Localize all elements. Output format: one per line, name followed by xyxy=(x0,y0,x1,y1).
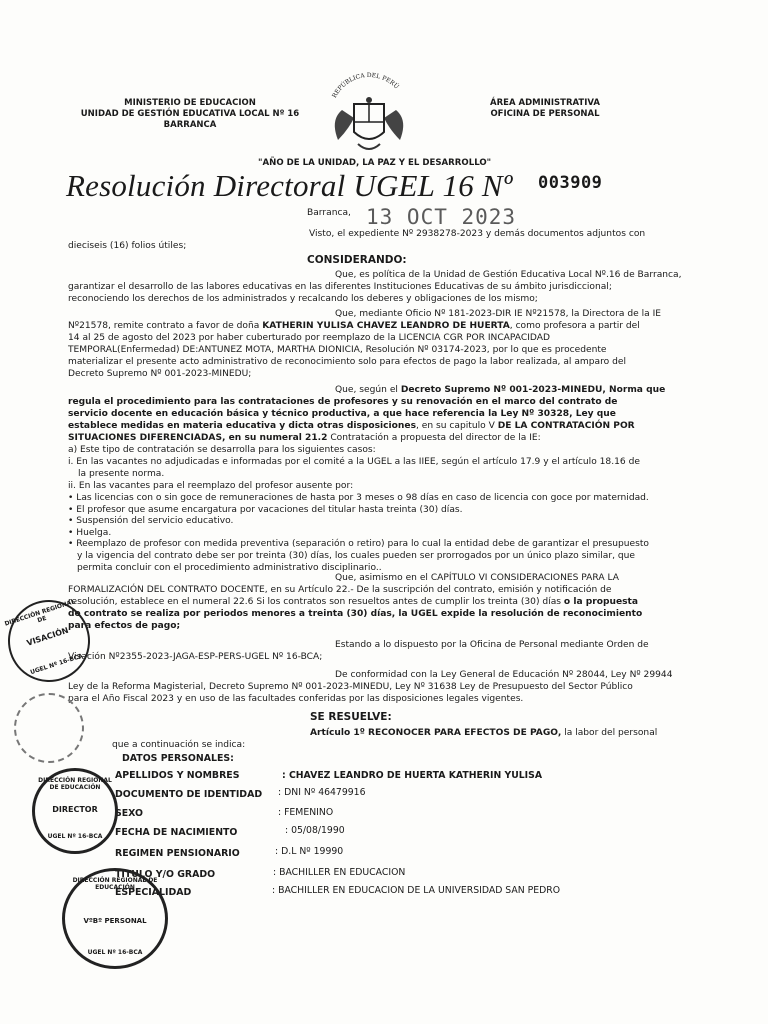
para4-line: de contrato se realiza por periodos menores a treinta (30) días, la UGEL expide la resolución de reconocimiento xyxy=(68,609,643,619)
document-title: Resolución Directoral UGEL 16 Nº xyxy=(66,168,513,203)
para4-line: para efectos de pago; xyxy=(68,621,181,631)
para2-line: TEMPORAL(Enfermedad) DE:ANTUNEZ MOTA, MARTHA DIONICIA, Resolución Nº 03174-2023, por lo que es procedente xyxy=(68,345,607,355)
date-stamp: 13 OCT 2023 xyxy=(366,205,517,229)
field-value: : 05/08/1990 xyxy=(285,825,345,836)
decree-reference: Decreto Supremo Nº 001-2023-MINEDU, Norma que xyxy=(400,385,666,395)
personal-seal xyxy=(62,868,168,969)
article-1 xyxy=(310,728,690,740)
director-seal xyxy=(32,768,118,854)
para2-line: materializar el presente acto administrativo de reconocimiento solo para efectos de pago la labor realizada, al amparo del xyxy=(68,357,626,367)
teacher-name: KATHERIN YULISA CHAVEZ LEANDRO DE HUERTA xyxy=(262,321,510,331)
bullet-list xyxy=(68,493,693,574)
para3-line xyxy=(335,385,687,397)
article-1-cont: que a continuación se indica: xyxy=(112,740,246,750)
para1-line: Que, es política de la Unidad de Gestión Educativa Local Nº.16 de Barranca, xyxy=(335,270,682,280)
field-label: DOCUMENTO DE IDENTIDAD xyxy=(115,789,263,800)
para2-line xyxy=(68,321,687,333)
visto-line-1: Visto, el expediente Nº 2938278-2023 y demás documentos adjuntos con xyxy=(309,229,646,239)
field-value: : FEMENINO xyxy=(278,807,334,818)
resolution-number: 003909 xyxy=(538,173,603,193)
para2-text: , como profesora a partir del xyxy=(509,321,640,331)
para3-line: servicio docente en educación básica y técnico productiva, a que hace referencia la Ley Nº 30328, Ley que xyxy=(68,409,616,419)
para3-line xyxy=(68,433,687,445)
para3-text: Contratación a propuesta del director de la IE: xyxy=(327,433,541,443)
article-1-text: la labor del personal xyxy=(561,728,658,738)
article-1-title: Artículo 1º RECONOCER PARA EFECTOS DE PAGO, xyxy=(310,728,562,738)
para2-line: Que, mediante Oficio Nº 181-2023-DIR IE Nº21578, la Directora de la IE xyxy=(335,309,662,319)
field-value: : BACHILLER EN EDUCACION DE LA UNIVERSIDAD SAN PEDRO xyxy=(272,885,561,896)
coat-of-arms-icon xyxy=(318,70,420,162)
para4-line xyxy=(68,597,687,609)
faded-seal xyxy=(14,693,84,763)
list-item: • Suspensión del servicio educativo. xyxy=(68,516,234,527)
header-left-line: UNIDAD DE GESTIÓN EDUCATIVA LOCAL Nº 16 xyxy=(80,109,300,119)
list-item: • Reemplazo de profesor con medida preventiva (separación o retiro) para lo cual la entidad debe de garantizar el presupuesto xyxy=(68,539,649,550)
seal-text: UGEL Nº 16-BCA xyxy=(29,652,84,677)
para4-text: o la propuesta xyxy=(563,597,639,607)
svg-text:REPÚBLICA DEL PERÚ: REPÚBLICA DEL PERÚ xyxy=(331,71,401,100)
visto-line-2: dieciseis (16) folios útiles; xyxy=(68,241,187,251)
field-value-name: : CHAVEZ LEANDRO DE HUERTA KATHERIN YULISA xyxy=(282,770,543,781)
se-resuelve-heading: SE RESUELVE: xyxy=(310,711,392,723)
field-label: FECHA DE NACIMIENTO xyxy=(115,827,238,838)
list-item: • El profesor que asume encargatura por vacaciones del titular hasta treinta (30) días. xyxy=(68,504,463,515)
list-item: • Las licencias con o sin goce de remuneraciones de hasta por 3 meses o 98 días en caso de licencia con goce por maternidad. xyxy=(68,493,649,503)
para3-line: i. En las vacantes no adjudicadas e informadas por el comité a la UGEL a las IIEE, según el artículo 17.9 y el artículo 18.16 de xyxy=(68,457,640,467)
para5-line: Visación Nº2355-2023-JAGA-ESP-PERS-UGEL Nº 16-BCA; xyxy=(68,652,323,662)
seal-text: VISACIÓN xyxy=(25,625,70,648)
para3-text: establece medidas en materia educativa y dicta otras disposiciones xyxy=(68,421,416,431)
field-label: ESPECIALIDAD xyxy=(115,887,192,898)
para3-text: Que, según el xyxy=(335,385,401,395)
para1-line: reconociendo los derechos de los administrados y recalcando los deberes y obligaciones de los mismo; xyxy=(68,294,538,304)
field-label: APELLIDOS Y NOMBRES xyxy=(115,770,240,781)
para3-text: SITUACIONES DIFERENCIADAS, en su numeral 21.2 xyxy=(68,433,328,443)
para2-line: Decreto Supremo Nº 001-2023-MINEDU; xyxy=(68,369,252,379)
place: Barranca, xyxy=(307,208,351,218)
list-item: • Huelga. xyxy=(68,527,112,538)
para3-line: la presente norma. xyxy=(78,469,165,479)
year-motto: "AÑO DE LA UNIDAD, LA PAZ Y EL DESARROLLO" xyxy=(258,158,492,168)
list-item-continuation: permita concluir con el procedimiento administrativo disciplinario.. xyxy=(77,562,382,573)
seal-text: DIRECCIÓN REGIONAL DE xyxy=(3,598,76,628)
para5-line: Estando a lo dispuesto por la Oficina de Personal mediante Orden de xyxy=(335,640,649,650)
field-label: TITULO Y/O GRADO xyxy=(115,869,216,880)
field-label: SEXO xyxy=(115,808,144,819)
field-label: REGIMEN PENSIONARIO xyxy=(115,848,240,859)
header-left xyxy=(70,98,310,131)
datos-personales-heading: DATOS PERSONALES: xyxy=(122,753,234,764)
para3-line: a) Este tipo de contratación se desarrolla para los siguientes casos: xyxy=(68,445,376,455)
para4-text: resolución, establece en el numeral 22.6 Si los contratos son resueltos antes de cumplir los treinta (30) días xyxy=(68,597,564,607)
considerando-heading: CONSIDERANDO: xyxy=(307,254,407,266)
header-left-line: MINISTERIO DE EDUCACION xyxy=(124,98,256,108)
field-value: : BACHILLER EN EDUCACION xyxy=(273,867,406,878)
para6-line: Ley de la Reforma Magisterial, Decreto Supremo Nº 001-2023-MINEDU, Ley Nº 31638 Ley de Presupuesto del Sector Público xyxy=(68,682,633,692)
header-right-line: OFICINA DE PERSONAL xyxy=(490,109,600,119)
para1-line: garantizar el desarrollo de las labores educativas en las diferentes Instituciones Educativas de su ámbito jurisdiccional; xyxy=(68,282,612,292)
para4-line: FORMALIZACIÓN DEL CONTRATO DOCENTE, en su Artículo 22.- De la suscripción del contrato, emisión y notificación de xyxy=(68,585,612,595)
header-left-line: BARRANCA xyxy=(163,120,217,130)
seal-text: UGEL Nº 16-BCA xyxy=(47,833,103,840)
field-value: : D.L Nº 19990 xyxy=(275,846,344,857)
header-right xyxy=(470,98,620,120)
para6-line: para el Año Fiscal 2023 y en uso de las facultades conferidas por las disposiciones legales vigentes. xyxy=(68,694,524,704)
list-item-continuation: y la vigencia del contrato debe ser por treinta (30) días, los cuales pueden ser prorrogados por un único plazo similar, que xyxy=(77,550,635,561)
seal-text: DIRECTOR xyxy=(52,805,98,814)
seal-text: DIRECCIÓN REGIONAL DE EDUCACIÓN xyxy=(72,877,158,891)
para3-text: DE LA CONTRATACIÓN POR xyxy=(497,421,635,431)
header-right-line: ÁREA ADMINISTRATIVA xyxy=(490,98,600,108)
seal-text: UGEL Nº 16-BCA xyxy=(87,949,143,956)
para2-text: Nº21578, remite contrato a favor de doña xyxy=(68,321,263,331)
para3-text: , en su capitulo V xyxy=(415,421,498,431)
para2-line: 14 al 25 de agosto del 2023 por haber cuberturado por reemplazo de la LICENCIA CGR POR INCAPACIDAD xyxy=(68,333,550,343)
para4-line: Que, asimismo en el CAPÍTULO VI CONSIDERACIONES PARA LA xyxy=(335,573,619,583)
para3-line: ii. En las vacantes para el reemplazo del profesor ausente por: xyxy=(68,481,354,491)
field-value: : DNI Nº 46479916 xyxy=(278,787,366,798)
para3-line: regula el procedimiento para las contrataciones de profesores y su renovación en el marco del contrato de xyxy=(68,397,618,407)
seal-text: DIRECCIÓN REGIONAL DE EDUCACIÓN xyxy=(38,777,112,791)
seal-text: VºBº PERSONAL xyxy=(83,917,147,925)
para6-line: De conformidad con la Ley General de Educación Nº 28044, Ley Nº 29944 xyxy=(335,670,673,680)
para3-line xyxy=(68,421,687,433)
